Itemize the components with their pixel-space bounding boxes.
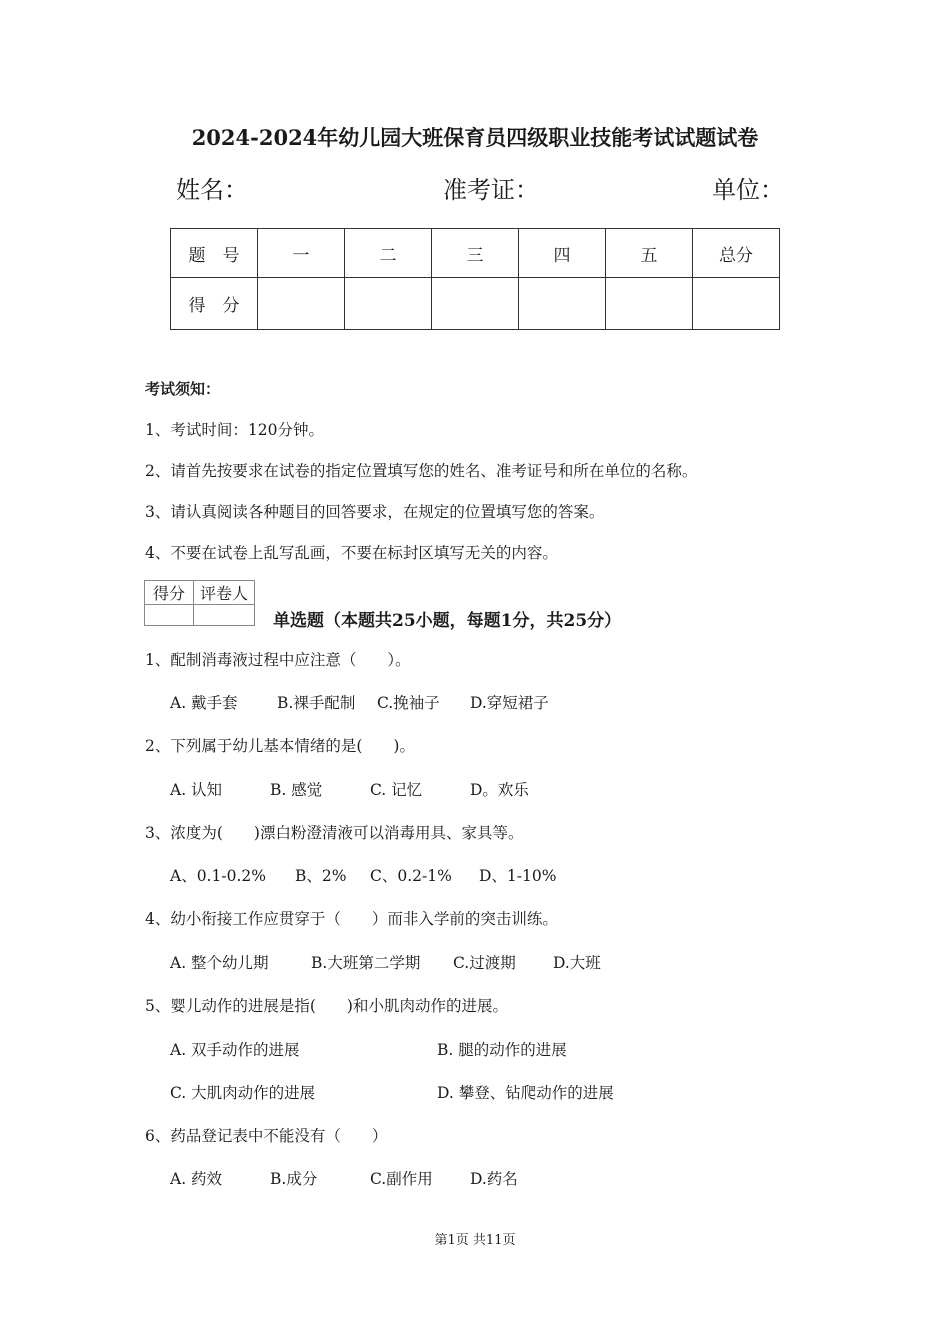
question-option[interactable]: A. 药效 [170, 1170, 223, 1188]
notice-item: 1、考试时间：120分钟。 [145, 421, 324, 439]
question-option[interactable]: C. 大肌肉动作的进展 [170, 1084, 316, 1102]
question-stem: 2、下列属于幼儿基本情绪的是( )。 [145, 737, 415, 755]
question-option[interactable]: B.裸手配制 [277, 694, 356, 712]
grader-name-cell[interactable] [194, 605, 255, 626]
question-option[interactable]: B.大班第二学期 [311, 954, 421, 972]
unit-field-label: 单位： [712, 176, 784, 204]
question-option[interactable]: D.药名 [470, 1170, 518, 1188]
question-option[interactable]: D. 攀登、钻爬动作的进展 [437, 1084, 614, 1102]
notice-item: 3、请认真阅读各种题目的回答要求，在规定的位置填写您的答案。 [145, 503, 605, 521]
name-field-label: 姓名： [176, 176, 248, 204]
question-option[interactable]: D.大班 [553, 954, 601, 972]
notice-item: 4、不要在试卷上乱写乱画，不要在标封区填写无关的内容。 [145, 544, 558, 562]
question-stem: 3、浓度为( )漂白粉澄清液可以消毒用具、家具等。 [145, 824, 524, 842]
question-option[interactable]: A. 整个幼儿期 [170, 954, 269, 972]
question-option[interactable]: C.副作用 [370, 1170, 433, 1188]
question-option[interactable]: D.穿短裙子 [470, 694, 549, 712]
question-option[interactable]: D。欢乐 [470, 781, 529, 799]
page-title: 2024-2024年幼儿园大班保育员四级职业技能考试试题试卷 [191, 125, 759, 150]
grader-score-label: 得分 [145, 581, 194, 605]
score-cell[interactable] [432, 278, 519, 330]
score-cell[interactable] [345, 278, 432, 330]
question-option[interactable]: C.过渡期 [453, 954, 516, 972]
section-title: 单选题（本题共25小题，每题1分，共25分） [273, 611, 622, 631]
question-option[interactable]: B. 腿的动作的进展 [437, 1041, 567, 1059]
question-option[interactable]: B.成分 [270, 1170, 318, 1188]
question-option[interactable]: A. 认知 [170, 781, 223, 799]
exam-number-field-label: 准考证： [443, 176, 539, 204]
score-table-header-cell: 题 号 [171, 229, 258, 278]
score-cell[interactable] [606, 278, 693, 330]
score-table [170, 228, 780, 330]
question-option[interactable]: C.挽袖子 [377, 694, 440, 712]
question-stem: 4、幼小衔接工作应贯穿于（ ）而非入学前的突击训练。 [145, 910, 558, 928]
score-table-header-row [171, 229, 780, 278]
page-footer: 第1页 共11页 [434, 1233, 516, 1248]
notice-heading: 考试须知： [145, 380, 221, 398]
question-option[interactable]: A. 双手动作的进展 [170, 1041, 300, 1059]
grader-score-cell[interactable] [145, 605, 194, 626]
question-option[interactable]: B. 感觉 [270, 781, 323, 799]
grader-name-label: 评卷人 [194, 581, 255, 605]
score-table-header-cell: 四 [519, 229, 606, 278]
question-stem: 6、药品登记表中不能没有（ ） [145, 1127, 388, 1145]
score-table-header-cell: 二 [345, 229, 432, 278]
question-option[interactable]: C. 记忆 [370, 781, 423, 799]
score-table-header-cell: 三 [432, 229, 519, 278]
score-table-score-row [171, 278, 780, 330]
question-option[interactable]: D、1-10% [479, 867, 557, 885]
question-option[interactable]: B、2% [295, 867, 347, 885]
question-stem: 1、配制消毒液过程中应注意（ ）。 [145, 651, 411, 669]
notice-item: 2、请首先按要求在试卷的指定位置填写您的姓名、准考证号和所在单位的名称。 [145, 462, 698, 480]
question-option[interactable]: A. 戴手套 [170, 694, 238, 712]
score-cell[interactable] [258, 278, 345, 330]
question-option[interactable]: A、0.1-0.2% [170, 867, 266, 885]
score-cell[interactable] [519, 278, 606, 330]
question-option[interactable]: C、0.2-1% [370, 867, 452, 885]
score-cell[interactable] [693, 278, 780, 330]
score-table-header-cell: 一 [258, 229, 345, 278]
score-row-label: 得 分 [171, 278, 258, 330]
grader-box [144, 580, 255, 626]
question-stem: 5、婴儿动作的进展是指( )和小肌肉动作的进展。 [145, 997, 508, 1015]
score-table-header-cell: 总分 [693, 229, 780, 278]
score-table-header-cell: 五 [606, 229, 693, 278]
